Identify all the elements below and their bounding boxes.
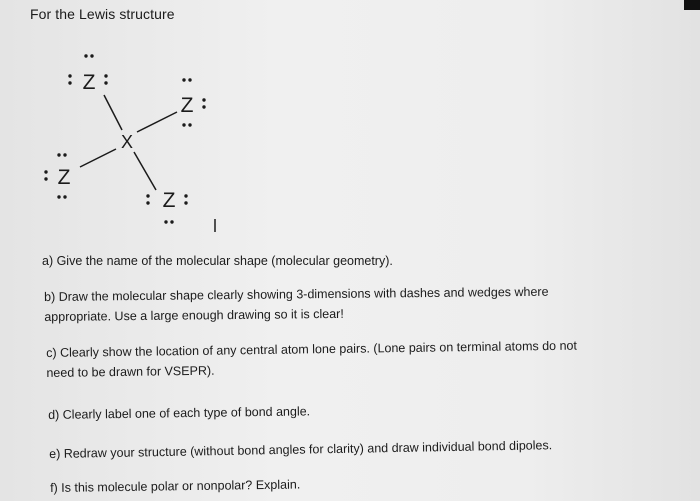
- prompt-heading: For the Lewis structure: [30, 6, 175, 22]
- terminal-atom-right: Z: [180, 94, 194, 117]
- terminal-atom-top: Z: [82, 71, 96, 94]
- bond-x-z-bottom: [134, 152, 156, 190]
- question-a: a) Give the name of the molecular shape (molecular geometry).: [42, 254, 393, 268]
- bond-x-z-top: [104, 95, 122, 130]
- terminal-atom-bottom: Z: [162, 189, 176, 212]
- question-d: d) Clearly label one of each type of bond angle.: [48, 404, 311, 422]
- question-f: f) Is this molecule polar or nonpolar? Explain.: [50, 477, 301, 495]
- question-b: b) Draw the molecular shape clearly showing 3-dimensions with dashes and wedges where appropriate. Use a large enough drawing so it is clear!: [44, 284, 549, 324]
- terminal-atom-left: Z: [57, 166, 71, 189]
- central-atom-label: X: [120, 132, 134, 152]
- question-c: c) Clearly show the location of any central atom lone pairs. (Lone pairs on terminal atoms do not need to be drawn for VSEPR).: [46, 338, 578, 380]
- bond-x-z-left: [80, 149, 116, 167]
- bond-x-z-right: [137, 112, 177, 132]
- question-e: e) Redraw your structure (without bond angles for clarity) and draw individual bond dipoles.: [49, 438, 553, 461]
